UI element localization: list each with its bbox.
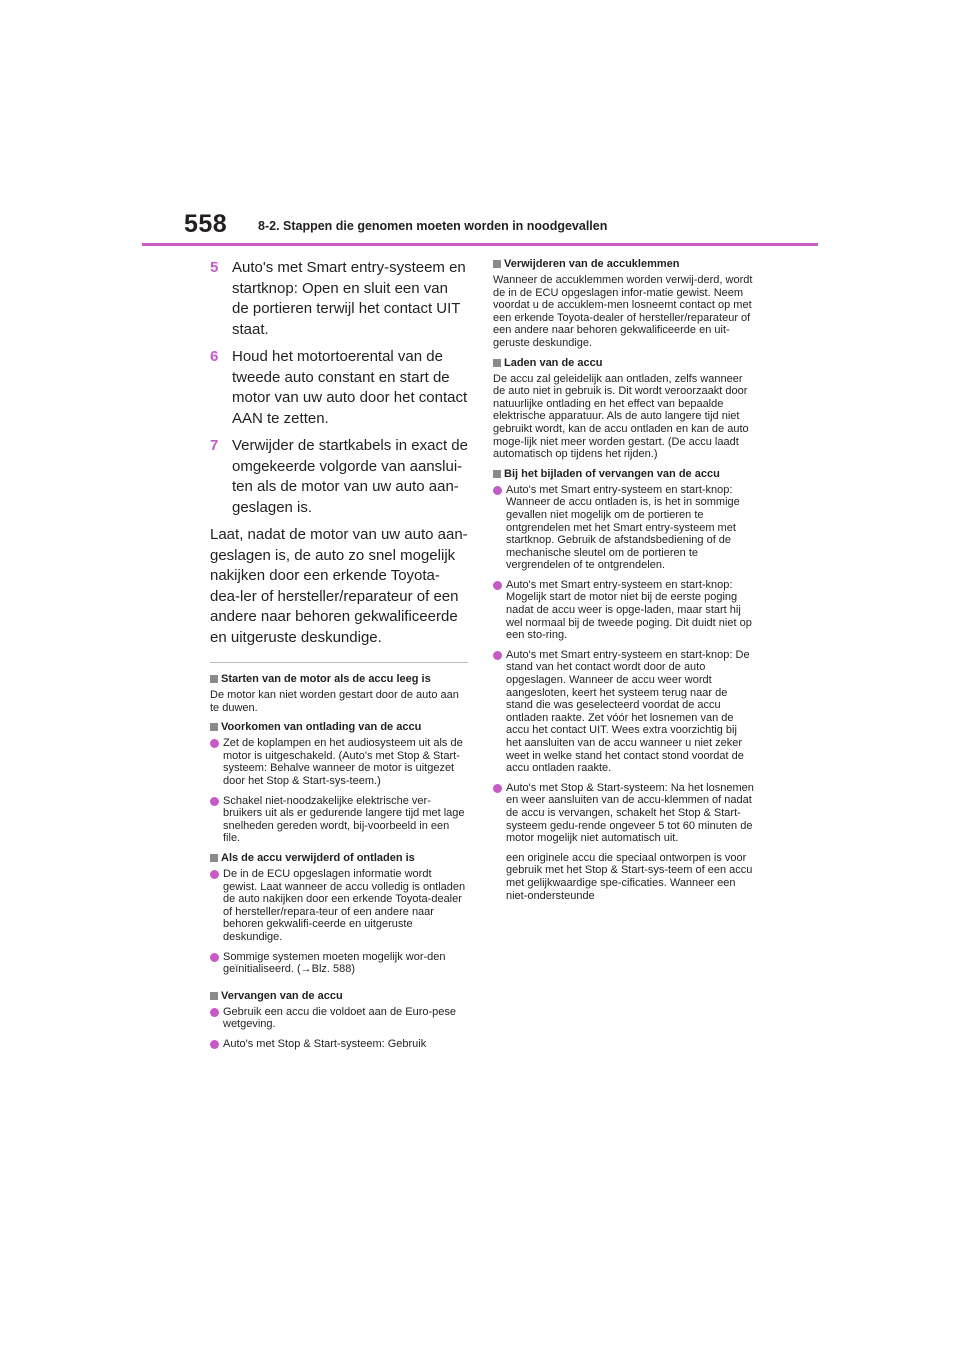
list-item: Auto's met Smart entry-systeem en start-knop: Mogelijk start de motor niet bij de eerste poging nadat de accu weer is opge-laden, maar start hij wel normaal bij de tweede poging. Dit duidt niet op een sto-ring. (493, 579, 755, 642)
step-text: Verwijder de startkabels in exact de omgekeerde volgorde van aanslui-ten als de motor van uw auto aan-geslagen is. (232, 437, 468, 516)
section-title: Vervangen van de accu (210, 990, 468, 1003)
circle-bullet-icon (493, 581, 502, 590)
step-number: 7 (210, 437, 219, 454)
circle-bullet-icon (210, 953, 219, 962)
page-header (0, 0, 960, 250)
page-number: 558 (184, 210, 228, 238)
list-item: De in de ECU opgeslagen informatie wordt gewist. Laat wanneer de accu volledig is ontladen de auto nakijken door een erkende Toyota-dealer of hersteller/repara-teur of een andere naar behoren gekwalifi-ceerde en uitgeruste deskundige. (210, 868, 468, 944)
list-item: Schakel niet-noodzakelijke elektrische ver-bruikers uit als er gedurende langere tijd met lage snelheden gereden wordt, bij-voorbeeld in een file. (210, 795, 468, 845)
section-text: De accu zal geleidelijk aan ontladen, zelfs wanneer de auto niet in gebruik is. Dit wordt veroorzaakt door natuurlijke ontlading en het effect van bepaalde elektrische apparatuur. Als de auto langere tijd niet gebruikt wordt, kan de accu ontladen en kan de auto moge-lijk niet meer worden gestart. (De accu laadt automatisch op tijdens het rijden.) (493, 372, 749, 461)
square-bullet-icon (210, 992, 218, 1000)
square-bullet-icon (493, 470, 501, 478)
chapter-title: 8-2. Stappen die genomen moeten worden in noodgevallen (258, 219, 608, 233)
step-5 (210, 258, 468, 340)
continued-text: een originele accu die speciaal ontworpen is voor gebruik met het Stop & Start-sys-teem of een accu met gelijkwaardige spe-cificaties. Wanneer een niet-ondersteunde (506, 851, 753, 902)
circle-bullet-icon (493, 784, 502, 793)
list-item: Gebruik een accu die voldoet aan de Euro-pese wetgeving. (210, 1006, 468, 1031)
square-bullet-icon (210, 723, 218, 731)
list-item: Auto's met Smart entry-systeem en start-knop: Wanneer de accu ontladen is, is het in sommige gevallen niet mogelijk om de portieren te ontgrendelen met het Smart entry-systeem met startknop. Gebruik de afstandsbediening of de mechanische sleutel om de portieren te vergrendelen of te ontgrendelen. (493, 484, 755, 572)
section-title: Verwijderen van de accuklemmen (493, 258, 755, 271)
square-bullet-icon (210, 854, 218, 862)
step-6 (210, 347, 468, 429)
list-item: Zet de koplampen en het audiosysteem uit als de motor is uitgeschakeld. (Auto's met Stop & Start-systeem: Behalve wanneer de motor is uitgezet door het Stop & Start-sys-teem.) (210, 737, 468, 787)
circle-bullet-icon (210, 797, 219, 806)
step-text: Auto's met Smart entry-systeem en startknop: Open en sluit een van de portieren terwijl het contact UIT staat. (232, 259, 466, 338)
step-text: Houd het motortoerental van de tweede auto constant en start de motor van uw auto door het contact AAN te zetten. (232, 348, 468, 427)
step-number: 6 (210, 348, 219, 365)
list-item: Auto's met Stop & Start-systeem: Na het losnemen en weer aansluiten van de accu-klemmen of nadat de accu is vervangen, schakelt het Stop & Start-systeem gedu-rende ongeveer 5 tot 60 minuten de motor mogelijk niet automatisch uit. (493, 782, 755, 845)
step-number: 5 (210, 259, 219, 276)
section-title: Starten van de motor als de accu leeg is (210, 673, 468, 686)
step-7 (210, 436, 468, 518)
circle-bullet-icon (210, 739, 219, 748)
circle-bullet-icon (210, 870, 219, 879)
list-item: Auto's met Stop & Start-systeem: Gebruik (210, 1038, 468, 1051)
section-text: De motor kan niet worden gestart door de auto aan te duwen. (210, 689, 459, 714)
header-rule (142, 243, 818, 246)
square-bullet-icon (210, 675, 218, 683)
body-paragraph: Laat, nadat de motor van uw auto aan-geslagen is, de auto zo snel mogelijk nakijken door een erkende Toyota-dea-ler of hersteller/reparateur of een andere naar behoren gekwalificeerde en uitgeruste deskundige. (210, 526, 468, 646)
list-item: Sommige systemen moeten mogelijk wor-den geïnitialiseerd. (→Blz. 588) (210, 951, 468, 976)
list-item: Auto's met Smart entry-systeem en start-knop: De stand van het contact wordt door de auto opgeslagen. Wanneer de accu weer wordt aangesloten, keert het systeem terug naar de stand die was geselecteerd voordat de accu ontladen raakte. Zet vóór het losnemen van de accu het contact UIT. Wees extra voorzichtig bij het aansluiten van de accu wanneer u niet zeker weet in welke stand het contact stond voordat de accu ontladen raakte. (493, 649, 755, 775)
square-bullet-icon (493, 260, 501, 268)
section-title: Bij het bijladen of vervangen van de accu (493, 468, 755, 481)
section-title: Voorkomen van ontlading van de accu (210, 721, 468, 734)
circle-bullet-icon (210, 1040, 219, 1049)
section-divider (210, 662, 468, 663)
section-title: Als de accu verwijderd of ontladen is (210, 852, 468, 865)
left-column (210, 258, 468, 1057)
right-column (493, 258, 755, 909)
circle-bullet-icon (493, 486, 502, 495)
circle-bullet-icon (210, 1008, 219, 1017)
square-bullet-icon (493, 359, 501, 367)
circle-bullet-icon (493, 651, 502, 660)
section-text: Wanneer de accuklemmen worden verwij-derd, wordt de in de ECU opgeslagen infor-matie gewist. Neem voordat u de accuklem-men losneemt contact op met een erkende Toyota-dealer of hersteller/reparateur of een andere naar behoren gekwalificeerde en uit-geruste deskundige. (493, 274, 753, 349)
section-title: Laden van de accu (493, 357, 755, 370)
